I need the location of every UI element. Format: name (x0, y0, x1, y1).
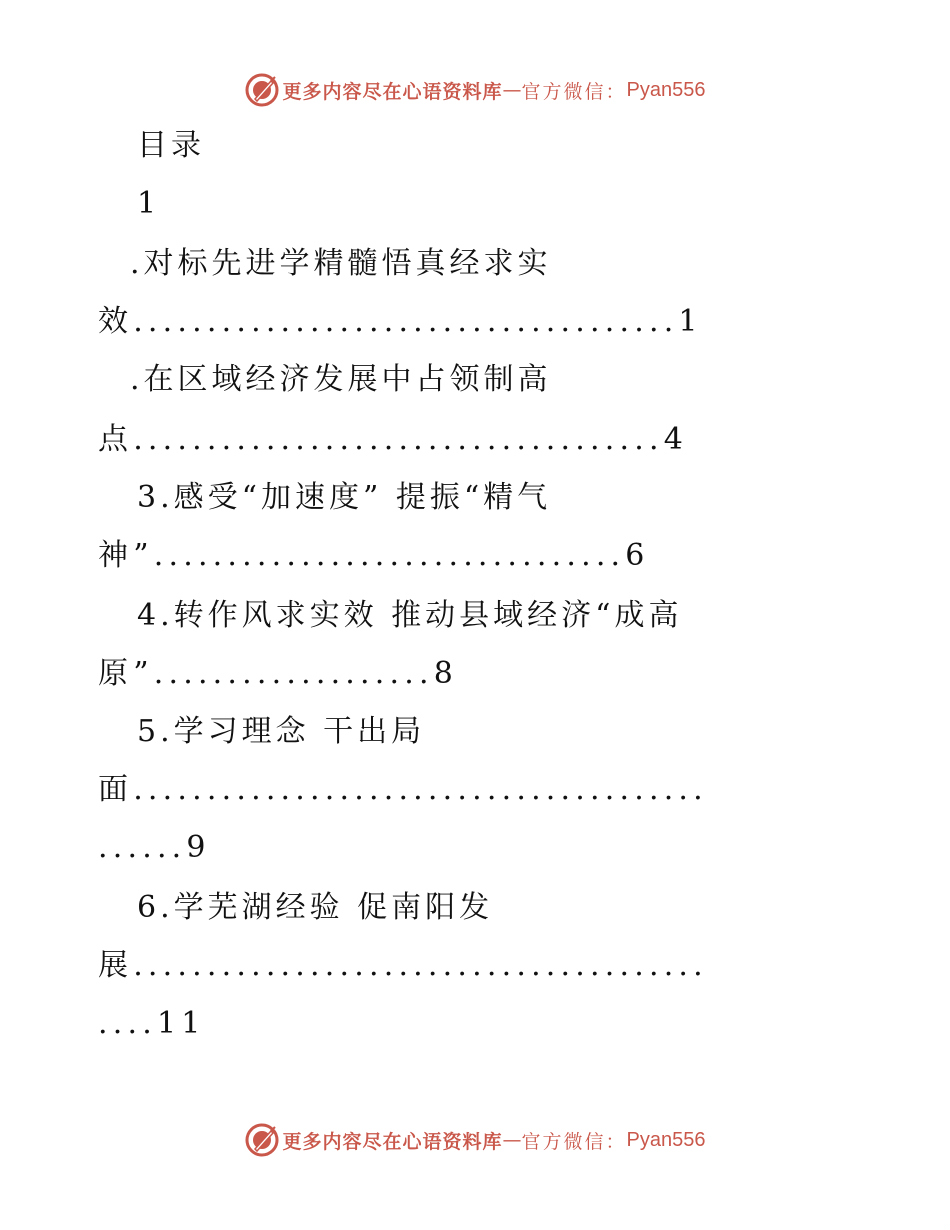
toc-line-12: ......9 (98, 830, 211, 865)
pen-logo-icon (245, 1123, 279, 1157)
footer-banner (0, 1120, 950, 1160)
toc-line-2: .对标先进学精髓悟真经求实 (130, 246, 552, 281)
toc-line-1: 1 (137, 186, 161, 221)
header-banner (0, 70, 950, 110)
toc-line-3: 效.....................................1 (98, 304, 703, 339)
toc-line-5: 点....................................4 (98, 422, 688, 457)
toc-line-4: .在区域经济发展中占领制高 (130, 362, 552, 397)
toc-line-14: 展....................................... (98, 948, 708, 983)
toc-line-13: 6.学芜湖经验 促南阳发 (137, 890, 494, 925)
banner-separator: — (502, 1129, 522, 1151)
toc-line-6: 3.感受“加速度” 提振“精气 (137, 480, 552, 515)
banner-wechat-label: 官方微信： (521, 1130, 627, 1153)
toc-line-11: 面....................................... (98, 772, 708, 807)
banner-wechat-id: Pyan556 (626, 78, 706, 101)
banner-wechat-id: Pyan556 (626, 1128, 706, 1151)
toc-line-8: 4.转作风求实效 推动县域经济“成高 (137, 598, 683, 633)
toc-line-10: 5.学习理念 干出局 (137, 714, 426, 749)
banner-separator: — (502, 79, 522, 101)
toc-line-15: ....11 (98, 1006, 206, 1041)
banner-wechat-label: 官方微信： (521, 80, 627, 103)
pen-logo-icon (245, 73, 279, 107)
banner-text: 更多内容尽在心语资料库 (282, 80, 503, 103)
toc-title: 目录 (137, 128, 205, 163)
toc-line-7: 神”................................6 (98, 538, 650, 573)
banner-text: 更多内容尽在心语资料库 (282, 1130, 503, 1153)
toc-line-9: 原”...................8 (98, 656, 459, 691)
